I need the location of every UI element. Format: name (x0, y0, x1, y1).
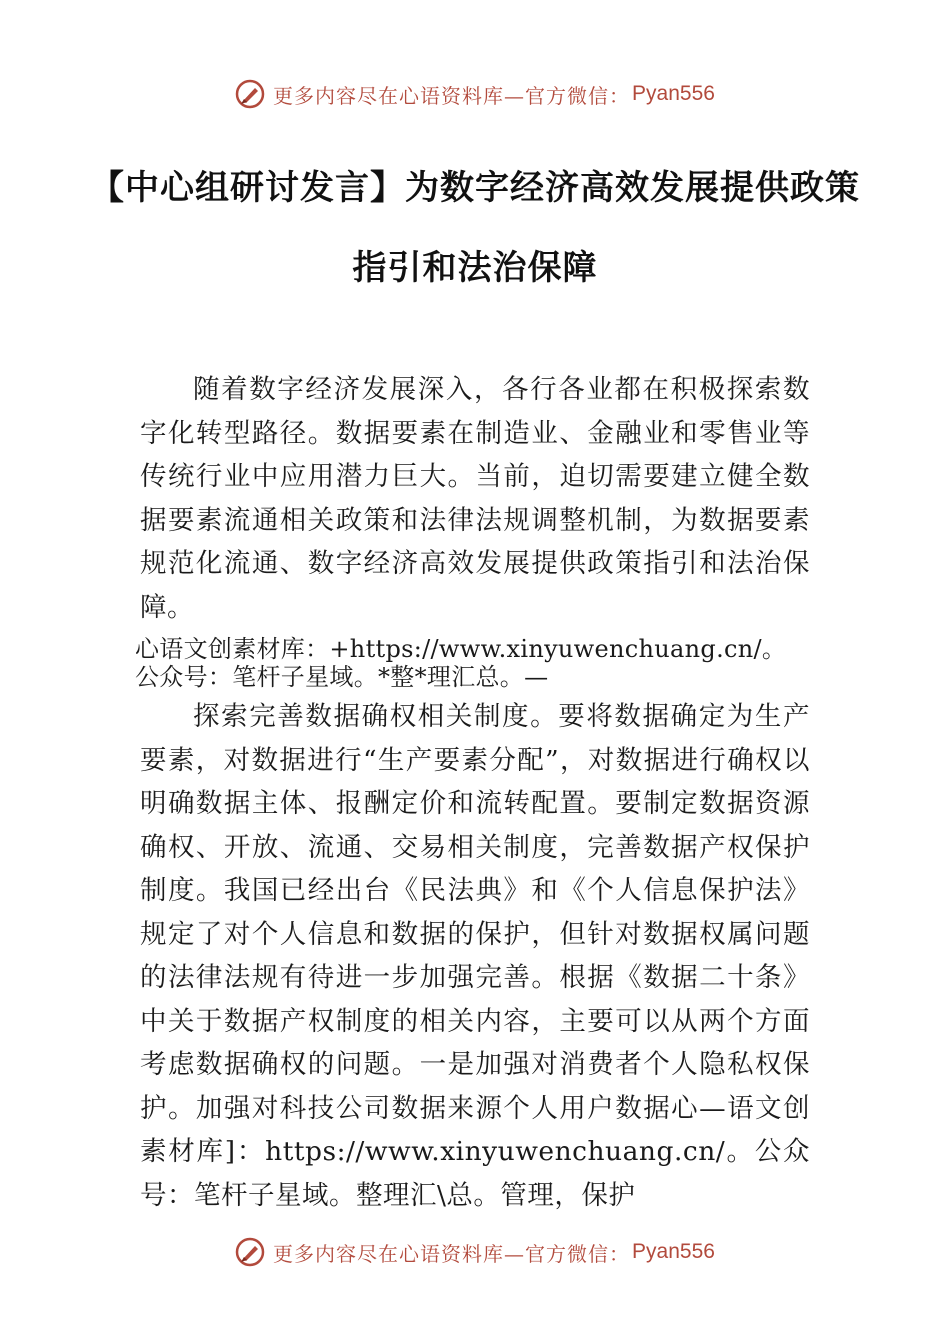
paragraph-intro: 随着数字经济发展深入，各行各业都在积极探索数字化转型路径。数据要素在制造业、金融业和零售业等传统行业中应用潜力巨大。当前，迫切需要建立健全数据要素流通相关政策和法律法规调整机制，为数据要素规范化流通、数字经济高效发展提供政策指引和法治保障。 (140, 374, 810, 623)
paragraph-data-rights: 探索完善数据确权相关制度。要将数据确定为生产要素，对数据进行“生产要素分配”，对数据进行确权以明确数据主体、报酬定价和流转配置。要制定数据资源确权、开放、流通、交易相关制度，完善数据产权保护制度。我国已经出台《民法典》和《个人信息保护法》规定了对个人信息和数据的保护，但针对数据权属问题的法律法规有待进一步加强完善。根据《数据二十条》中关于数据产权制度的相关内容，主要可以从两个方面考虑数据确权的问题。一是加强对消费者个人隐私权保护。加强对科技公司数据来源个人用户数据心—语文创素材库]：https://www.xinyuwenchuang.cn/。公众号：笔杆子星域。整理汇\总。管理，保护 (140, 701, 810, 1211)
source-note: 心语文创素材库：+https://www.xinyuwenchuang.cn/。公众号：笔杆子星域。*整*理汇总。— (135, 635, 787, 691)
document-title: 【中心组研讨发言】为数字经济高效发展提供政策指引和法治保障 (90, 168, 860, 288)
document-body (135, 368, 810, 1217)
footer-banner-id: Pyan556 (632, 1240, 715, 1263)
pen-logo-icon (235, 79, 265, 109)
pen-logo-icon (235, 1237, 265, 1267)
header-banner-id: Pyan556 (632, 82, 715, 105)
header-banner (0, 74, 950, 114)
footer-banner-text: 更多内容尽在心语资料库—官方微信： (273, 1241, 631, 1266)
header-banner-text: 更多内容尽在心语资料库—官方微信： (273, 83, 631, 108)
footer-banner (0, 1232, 950, 1272)
